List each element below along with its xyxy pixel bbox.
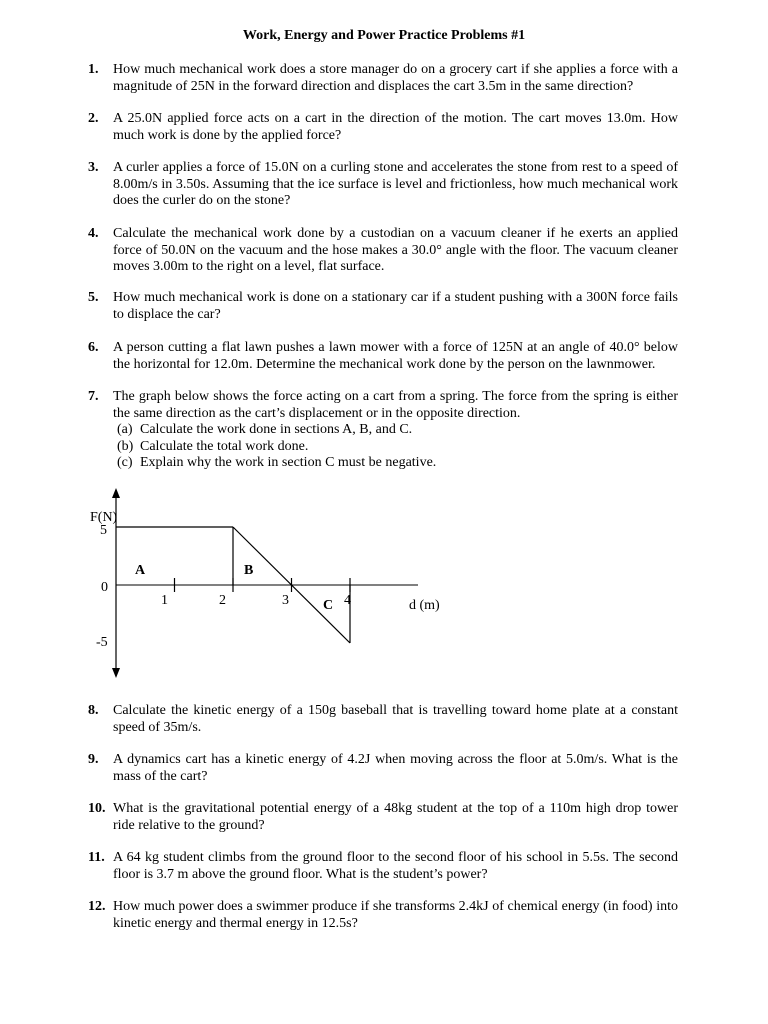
problem-8: [88, 703, 678, 736]
problem-2: [88, 111, 678, 144]
problem-text: A person cutting a flat lawn pushes a lawn mower with a force of 125N at an angle of 40.0° below the horizontal for 12.0m. Determine the mechanical work done by the person on the lawnmower.: [113, 340, 678, 372]
problem-6: [88, 340, 678, 373]
y-axis-arrow-up-icon: [112, 488, 120, 498]
subpart-a: [117, 422, 678, 439]
section-label-c: C: [323, 598, 334, 613]
problem-number: 3.: [88, 160, 99, 175]
subpart-label: (a): [117, 422, 133, 437]
y-tick-label: 0: [101, 580, 108, 595]
subpart-text: Calculate the total work done.: [140, 438, 309, 454]
y-tick-label: -5: [96, 635, 108, 650]
problem-9: [88, 752, 678, 785]
problem-text: How much mechanical work does a store manager do on a grocery cart if she applies a force with a magnitude of 25N in the forward direction and displaces the cart 3.5m in the same direction?: [113, 62, 678, 94]
problem-number: 5.: [88, 290, 99, 305]
subpart-c: [117, 455, 678, 472]
section-label-a: A: [135, 563, 146, 578]
subpart-b: [117, 439, 678, 456]
x-tick-label: 2: [219, 593, 226, 608]
problem-text: The graph below shows the force acting on a cart from a spring. The force from the spring is either the same direction as the cart’s displacement or in the opposite direction.: [113, 389, 678, 421]
problem-text: How much power does a swimmer produce if she transforms 2.4kJ of chemical energy (in food) into kinetic energy and thermal energy in 12.5s?: [113, 899, 678, 931]
subpart-text: Calculate the work done in sections A, B, and C.: [140, 422, 413, 437]
problem-1: [88, 62, 678, 95]
y-tick-label: 5: [100, 523, 107, 538]
problem-number: 11.: [88, 850, 105, 865]
y-axis-arrow-down-icon: [112, 668, 120, 678]
problem-number: 4.: [88, 226, 99, 241]
problem-3: [88, 160, 678, 210]
problem-number: 6.: [88, 340, 99, 355]
subpart-label: (c): [117, 455, 133, 470]
problem-number: 7.: [88, 389, 99, 404]
problem-text: A curler applies a force of 15.0N on a curling stone and accelerates the stone from rest to a speed of 8.00m/s in 3.50s. Assuming that the ice surface is level and frictionless, how much mechanical work does the curler do on the stone?: [113, 160, 678, 208]
problem-12: [88, 899, 678, 932]
problem-11: [88, 850, 678, 883]
problem-text: A dynamics cart has a kinetic energy of 4.2J when moving across the floor at 5.0m/s. What is the mass of the cart?: [113, 752, 678, 784]
force-displacement-graph: [84, 486, 454, 686]
problem-text: What is the gravitational potential energy of a 48kg student at the top of a 110m high drop tower ride relative to the ground?: [113, 801, 678, 833]
problem-text: A 25.0N applied force acts on a cart in the direction of the motion. The cart moves 13.0m. How much work is done by the applied force?: [113, 111, 678, 143]
page-title: Work, Energy and Power Practice Problems #1: [242, 28, 526, 43]
x-tick-label: 4: [344, 593, 351, 608]
problem-text: A 64 kg student climbs from the ground floor to the second floor of his school in 5.5s. The second floor is 3.7 m above the ground floor. What is the student’s power?: [113, 850, 678, 882]
problem-number: 9.: [88, 752, 99, 767]
problem-7: [88, 389, 678, 472]
section-label-b: B: [244, 563, 254, 578]
subpart-label: (b): [117, 438, 134, 454]
x-tick-label: 1: [161, 593, 168, 608]
problem-number: 1.: [88, 62, 99, 77]
y-axis-label: F(N): [90, 510, 118, 525]
problem-5: [88, 290, 678, 323]
problem-number: 8.: [88, 703, 99, 718]
problem-number: 10.: [88, 801, 106, 816]
subpart-text: Explain why the work in section C must be negative.: [140, 455, 437, 470]
problem-text: How much mechanical work is done on a stationary car if a student pushing with a 300N force fails to displace the car?: [113, 290, 678, 322]
problem-number: 12.: [88, 899, 106, 914]
problem-4: [88, 226, 678, 276]
problem-10: [88, 801, 678, 834]
problem-number: 2.: [88, 111, 99, 126]
problem-text: Calculate the mechanical work done by a custodian on a vacuum cleaner if he exerts an applied force of 50.0N on the vacuum and the hose makes a 30.0° angle with the floor. The vacuum cleaner moves 3.00m to the right on a level, flat surface.: [113, 226, 678, 274]
x-tick-label: 3: [282, 593, 289, 608]
problem-text: Calculate the kinetic energy of a 150g baseball that is travelling toward home plate at a constant speed of 35m/s.: [113, 703, 678, 735]
x-axis-label: d (m): [409, 598, 440, 613]
axes: [112, 488, 418, 678]
